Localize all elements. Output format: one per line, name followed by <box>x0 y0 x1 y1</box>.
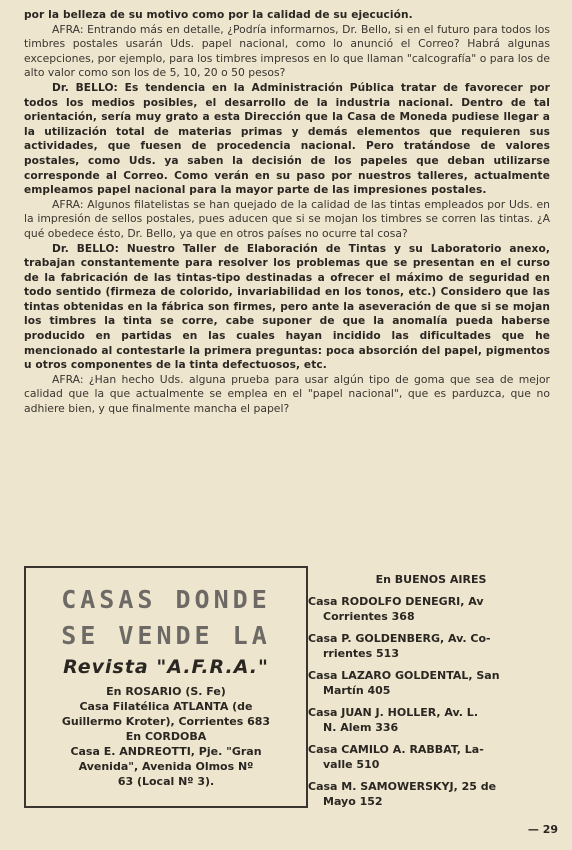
question-paragraph: AFRA: Algunos filatelistas se han quejado de la calidad de las tintas empleados por Uds. en la impresión de sellos postales, pues aducen que si se mojan los timbres se corren las tintas. ¿A qué obedece ésto, Dr. Bello, ya que en otros países no ocurre tal cosa? <box>24 197 550 240</box>
shop-name: Casa P. GOLDENBERG, Av. Co- <box>308 631 491 645</box>
answer-paragraph: Dr. BELLO: Nuestro Taller de Elaboración de Tintas y su Laboratorio anexo, trabajan constantemente para resolver los problemas que se presentan en el curso de la fabricación de las tintas-tipo destinadas a ofrecer el máximo de seguridad en todo sentido (firmeza de colorido, invariabilidad en los tonos, etc.) Considero que las tintas obtenidas en la fábrica son firmes, pero ante la aseveración de que si se mojan los timbres la tinta se corre, cabe suponer de que la anomalía pueda haberse producido en partidas en las cuales hayan incidido las dificultades que he mencionado al contestarle la primera preguntas: poca absorción del papel, pigmentos u otros componentes de la tinta defectuosos, etc. <box>24 242 550 372</box>
shop-address: rrientes 513 <box>323 647 399 660</box>
where-to-buy-box <box>24 566 308 808</box>
ad-addresses <box>26 684 306 789</box>
article-body <box>24 8 550 417</box>
ad-address-line: Guillermo Kroter), Corrientes 683 <box>61 715 271 728</box>
shop-entry <box>308 742 554 773</box>
buenos-aires-heading: En BUENOS AIRES <box>375 573 487 586</box>
ad-heading-line-1: CASAS DONDE <box>61 585 271 614</box>
page-number: — 29 <box>527 823 558 836</box>
ad-address-line: 63 (Local Nº 3). <box>117 775 215 788</box>
ad-magazine-title: Revista "A.F.R.A." <box>63 656 269 678</box>
ad-address-line: En CORDOBA <box>125 730 207 743</box>
question-paragraph: AFRA: ¿Han hecho Uds. alguna prueba para usar algún tipo de goma que sea de mejor calidad que la que actualmente se emplea en el "papel nacional", que es parduzca, que no adhiere bien, y que finalmente mancha el papel? <box>24 372 550 416</box>
ad-heading-line-2: SE VENDE LA <box>61 621 271 650</box>
shop-address: Corrientes 368 <box>323 610 415 623</box>
ad-address-line: Casa E. ANDREOTTI, Pje. "Gran <box>70 745 262 758</box>
shop-address: Mayo 152 <box>323 795 383 808</box>
answer-paragraph: Dr. BELLO: Es tendencia en la Administración Pública tratar de favorecer por todos los medios posibles, el desarrollo de la industria nacional. Dentro de tal orientación, sería muy grato a esta Dirección que la Casa de Moneda pudiese llegar a la utilización total de materias primas y demás elementos que requieren sus actividades, que fuesen de procedencia nacional. Pero tratándose de valores postales, como Uds. ya saben la decisión de los papeles que deban utilizarse corresponde al Correo. Como verán en su paso por nuestros talleres, actualmente empleamos papel nacional para la mayor parte de las impresiones postales. <box>24 81 550 197</box>
shop-name: Casa M. SAMOWERSKYJ, 25 de <box>308 779 497 793</box>
shop-entry <box>308 668 554 699</box>
ad-address-line: En ROSARIO (S. Fe) <box>106 685 226 698</box>
shop-name: Casa JUAN J. HOLLER, Av. L. <box>308 705 478 719</box>
answer-paragraph: por la belleza de su motivo como por la calidad de su ejecución. <box>24 9 413 21</box>
buenos-aires-entries <box>308 594 554 810</box>
ad-address-line: Casa Filatélica ATLANTA (de <box>79 700 253 713</box>
shop-address: Martín 405 <box>323 684 391 697</box>
shop-name: Casa LAZARO GOLDENTAL, San <box>308 668 500 682</box>
shop-address: N. Alem 336 <box>323 721 399 734</box>
question-paragraph: AFRA: Entrando más en detalle, ¿Podría informarnos, Dr. Bello, si en el futuro para todos los timbres postales usarán Uds. papel nacional, como lo anunció el Correo? Habrá algunas excepciones, por ejemplo, para los timbres impresos en lo que llaman "calcografía" o para los de alto valor como son los de 5, 10, 20 o 50 pesos? <box>24 22 550 80</box>
shop-name: Casa RODOLFO DENEGRI, Av <box>308 594 484 608</box>
buenos-aires-list <box>308 572 554 816</box>
shop-entry <box>308 779 554 810</box>
shop-entry <box>308 631 554 662</box>
shop-name: Casa CAMILO A. RABBAT, La- <box>308 742 484 756</box>
shop-entry <box>308 594 554 625</box>
ad-address-line: Avenida", Avenida Olmos Nº <box>78 760 254 773</box>
shop-address: valle 510 <box>323 758 380 771</box>
shop-entry <box>308 705 554 736</box>
